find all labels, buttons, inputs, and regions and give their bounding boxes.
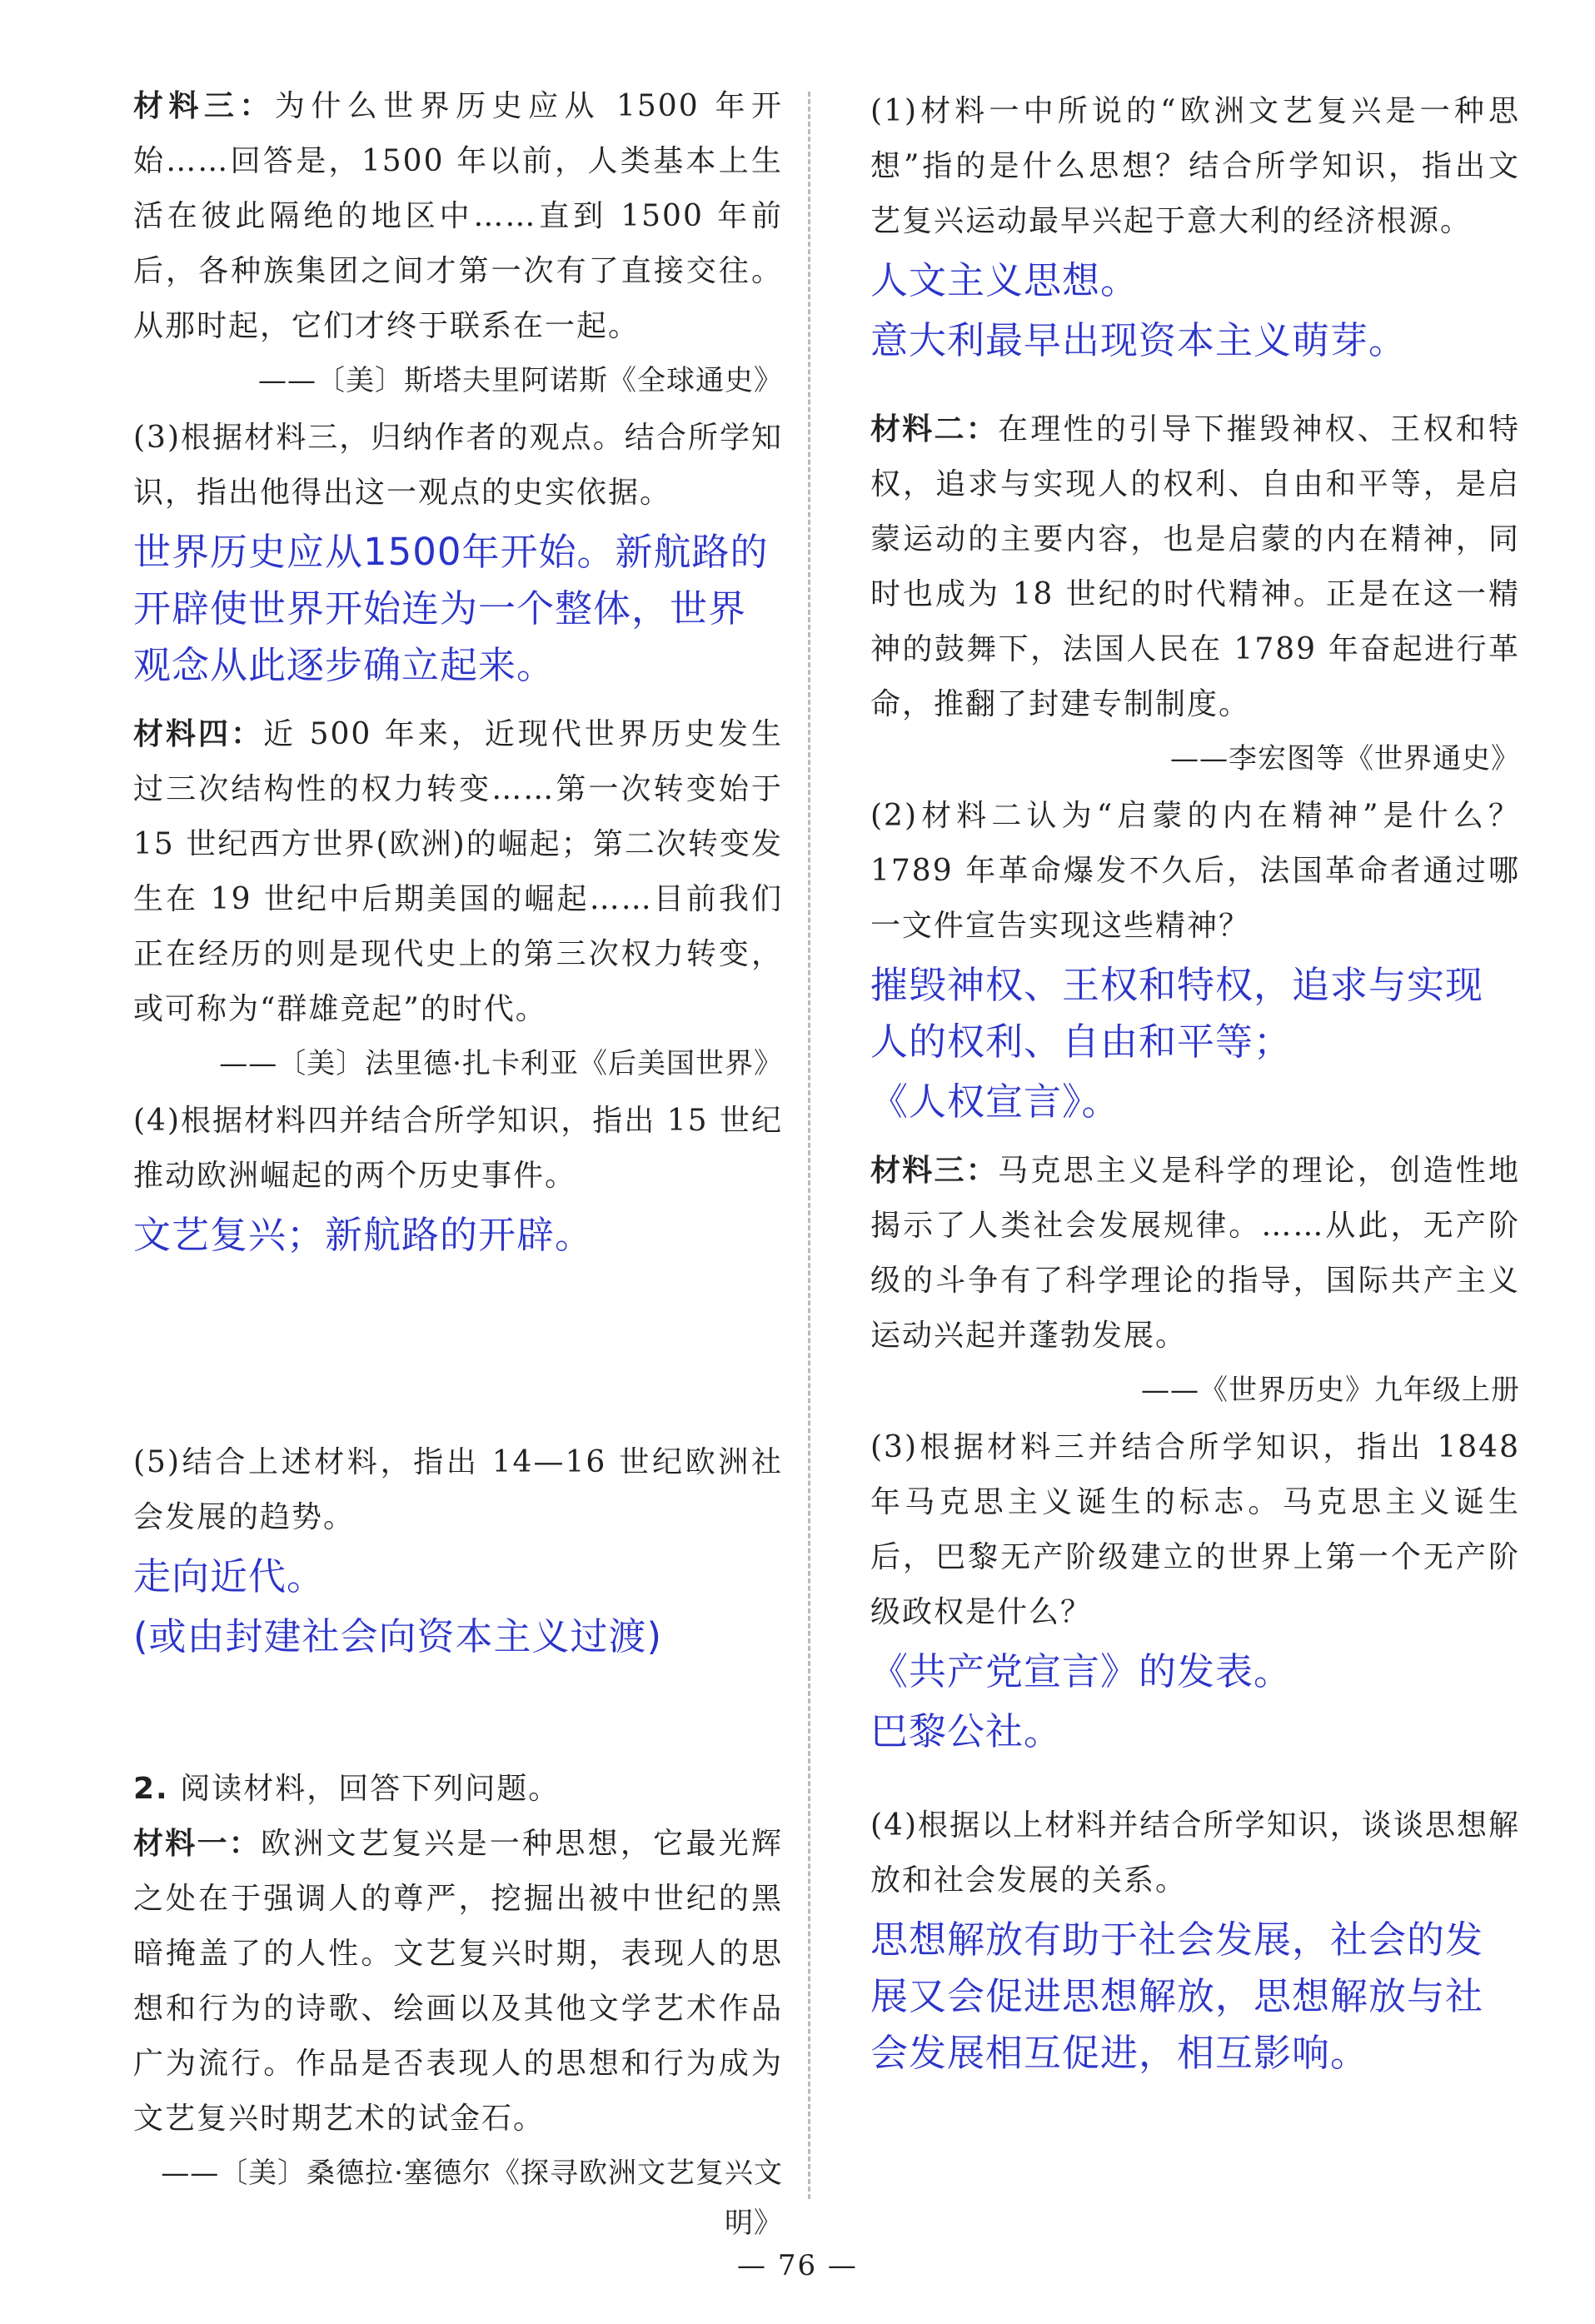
material-1 <box>133 1817 783 2147</box>
question-3-left: (3)根据材料三，归纳作者的观点。结合所学知识，指出他得出这一观点的史实依据。 <box>133 421 783 510</box>
material-text: 欧洲文艺复兴是一种思想，它最光辉之处在于强调人的尊严，挖掘出被中世纪的黑暗掩盖了的人性。文艺复兴时期，表现人的思想和行为的诗歌、绘画以及其他文学艺术作品广为流行。作品是否表现人的思想和行为成为文艺复兴时期艺术的试金石。 <box>133 1827 783 2136</box>
answer-2-line-2: 《人权宣言》。 <box>870 1080 1120 1124</box>
answer-2-line-1: 摧毁神权、王权和特权，追求与实现人的权利、自由和平等； <box>870 963 1484 1064</box>
material-source: ——〔美〕桑德拉·塞德尔《探寻欧洲文艺复兴文明》 <box>161 2157 783 2240</box>
answer-1-line-2: 意大利最早出现资本主义萌芽。 <box>870 318 1408 362</box>
material-label: 材料二： <box>870 412 999 446</box>
left-column <box>133 79 783 2248</box>
question-1-right: (1)材料一中所说的“欧洲文艺复兴是一种思想”指的是什么思想？结合所学知识，指出文艺复兴运动最早兴起于意大利的经济根源。 <box>870 94 1520 238</box>
answer-1-line-1: 人文主义思想。 <box>870 258 1139 302</box>
answer-5-line-2: (或由封建社会向资本主义过渡) <box>133 1614 663 1658</box>
page-number: — 76 — <box>737 2249 858 2282</box>
question-3-right: (3)根据材料三并结合所学知识，指出 1848 年马克思主义诞生的标志。马克思主义诞生后，巴黎无产阶级建立的世界上第一个无产阶级政权是什么？ <box>870 1430 1520 1629</box>
material-label: 材料一： <box>133 1827 262 1861</box>
material-text: 马克思主义是科学的理论，创造性地揭示了人类社会发展规律。……从此，无产阶级的斗争有了科学理论的指导，国际共产主义运动兴起并蓬勃发展。 <box>870 1154 1520 1353</box>
question-intro: 阅读材料，回答下列问题。 <box>180 1772 561 1806</box>
material-text: 近 500 年来，近现代世界历史发生过三次结构性的权力转变……第一次转变始于 15 世纪西方世界(欧洲)的崛起；第二次转变发生在 19 世纪中后期美国的崛起……目前我们正在经历的则是现代史上的第三次权力转变，或可称为“群雄竞起”的时代。 <box>133 717 783 1026</box>
answer-3-line-1: 《共产党宣言》的发表。 <box>870 1649 1293 1693</box>
answer-4-right: 思想解放有助于社会发展，社会的发展又会促进思想解放，思想解放与社会发展相互促进，相互影响。 <box>870 1918 1484 2075</box>
right-column <box>870 79 1520 2082</box>
answer-5-line-1: 走向近代。 <box>133 1554 326 1598</box>
material-label: 材料三： <box>870 1154 999 1188</box>
answer-3-line-2: 巴黎公社。 <box>870 1709 1063 1753</box>
material-2 <box>870 402 1520 732</box>
question-number: 2. <box>133 1772 169 1806</box>
material-3-left <box>133 79 783 354</box>
material-source: ——〔美〕法里德·扎卡利亚《后美国世界》 <box>219 1047 783 1080</box>
material-source: ——李宏图等《世界通史》 <box>1170 742 1520 775</box>
question-5-left: (5)结合上述材料，指出 14—16 世纪欧洲社会发展的趋势。 <box>133 1445 783 1534</box>
material-source: ——〔美〕斯塔夫里阿诺斯《全球通史》 <box>258 364 783 397</box>
material-3-right <box>870 1144 1520 1364</box>
answer-3-left: 世界历史应从1500年开始。新航路的开辟使世界开始连为一个整体，世界观念从此逐步确立起来。 <box>133 530 769 687</box>
question-2-right: (2)材料二认为“启蒙的内在精神”是什么？1789 年革命爆发不久后，法国革命者通过哪一文件宣告实现这些精神？ <box>870 799 1520 943</box>
material-label: 材料三： <box>133 89 275 123</box>
column-divider <box>808 92 810 2199</box>
question-2-heading <box>133 1762 783 1817</box>
material-text: 为什么世界历史应从 1500 年开始……回答是，1500 年以前，人类基本上生活在彼此隔绝的地区中……直到 1500 年前后，各种族集团之间才第一次有了直接交往。从那时起，它们才终于联系在一起。 <box>133 89 783 343</box>
material-4 <box>133 707 783 1037</box>
question-4-right: (4)根据以上材料并结合所学知识，谈谈思想解放和社会发展的关系。 <box>870 1808 1520 1898</box>
material-source: ——《世界历史》九年级上册 <box>1141 1374 1520 1407</box>
material-label: 材料四： <box>133 717 264 751</box>
question-4-left: (4)根据材料四并结合所学知识，指出 15 世纪推动欧洲崛起的两个历史事件。 <box>133 1104 783 1193</box>
answer-4-left: 文艺复兴；新航路的开辟。 <box>133 1213 594 1257</box>
material-text: 在理性的引导下摧毁神权、王权和特权，追求与实现人的权利、自由和平等，是启蒙运动的主要内容，也是启蒙的内在精神，同时也成为 18 世纪的时代精神。正是在这一精神的鼓舞下，法国人民在 1789 年奋起进行革命，推翻了封建专制制度。 <box>870 412 1520 721</box>
